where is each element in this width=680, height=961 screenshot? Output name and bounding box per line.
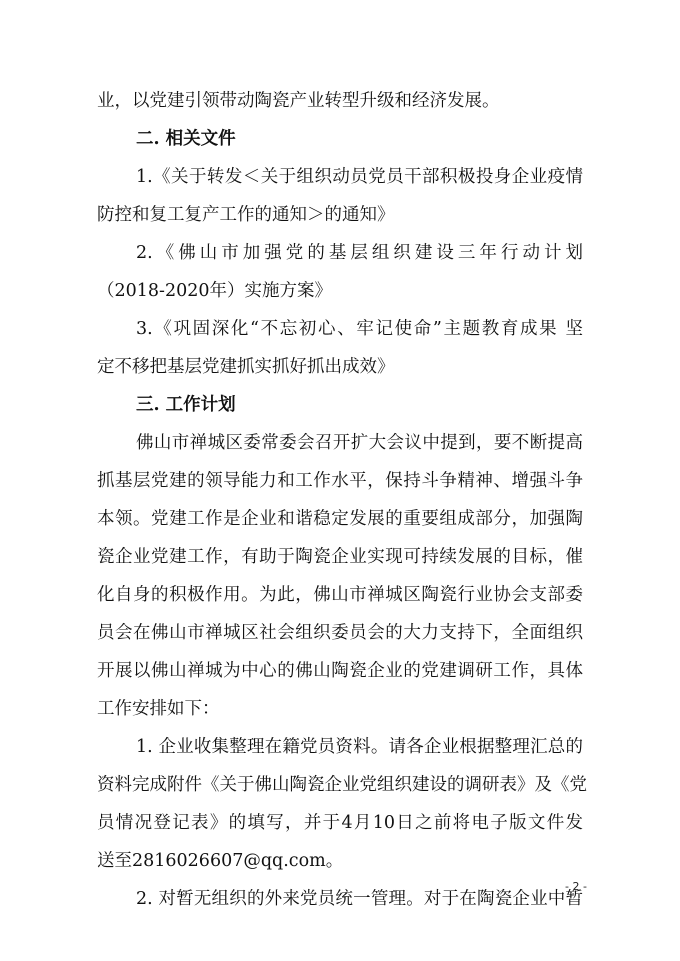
section-heading-work-plan: 三. 工作计划 [136,395,236,415]
paragraph-line: （2018-2020年）实施方案》 [97,281,332,301]
paragraph-line: 瓷企业党建工作，有助于陶瓷企业实现可持续发展的目标，催 [97,547,583,567]
paragraph-line: 员情况登记表》的填写，并于4月10日之前将电子版文件发 [97,813,583,833]
paragraph-line: 化自身的积极作用。为此，佛山市禅城区陶瓷行业协会支部委 [97,585,583,605]
paragraph-line: 本领。党建工作是企业和谐稳定发展的重要组成部分，加强陶 [97,509,583,529]
paragraph-line: 2.《佛山市加强党的基层组织建设三年行动计划 [136,243,583,263]
paragraph-line: 定不移把基层党建抓实抓好抓出成效》 [97,357,395,377]
paragraph-line: 1. 企业收集整理在籍党员资料。请各企业根据整理汇总的 [136,737,583,757]
email-line: 送至2816026607@qq.com。 [97,851,344,871]
section-heading-related-files: 二. 相关文件 [136,129,236,149]
paragraph-line: 业，以党建引领带动陶瓷产业转型升级和经济发展。 [97,91,500,111]
paragraph-line: 2. 对暂无组织的外来党员统一管理。对于在陶瓷企业中暂 [136,889,583,909]
paragraph-line: 抓基层党建的领导能力和工作水平，保持斗争精神、增强斗争 [97,471,583,491]
paragraph-line: 防控和复工复产工作的通知＞的通知》 [97,205,395,225]
page-number: - 2 - [565,880,587,893]
paragraph-line: 3.《巩固深化“不忘初心、牢记使命”主题教育成果 坚 [136,319,583,339]
paragraph-line: 佛山市禅城区委常委会召开扩大会议中提到，要不断提高 [136,433,583,453]
paragraph-line: 开展以佛山禅城为中心的佛山陶瓷企业的党建调研工作，具体 [97,661,583,681]
paragraph-line: 工作安排如下： [97,699,220,719]
paragraph-line: 员会在佛山市禅城区社会组织委员会的大力支持下，全面组织 [97,623,583,643]
paragraph-line: 资料完成附件《关于佛山陶瓷企业党组织建设的调研表》及《党 [97,775,587,795]
paragraph-line: 1.《关于转发＜关于组织动员党员干部积极投身企业疫情 [136,167,583,187]
